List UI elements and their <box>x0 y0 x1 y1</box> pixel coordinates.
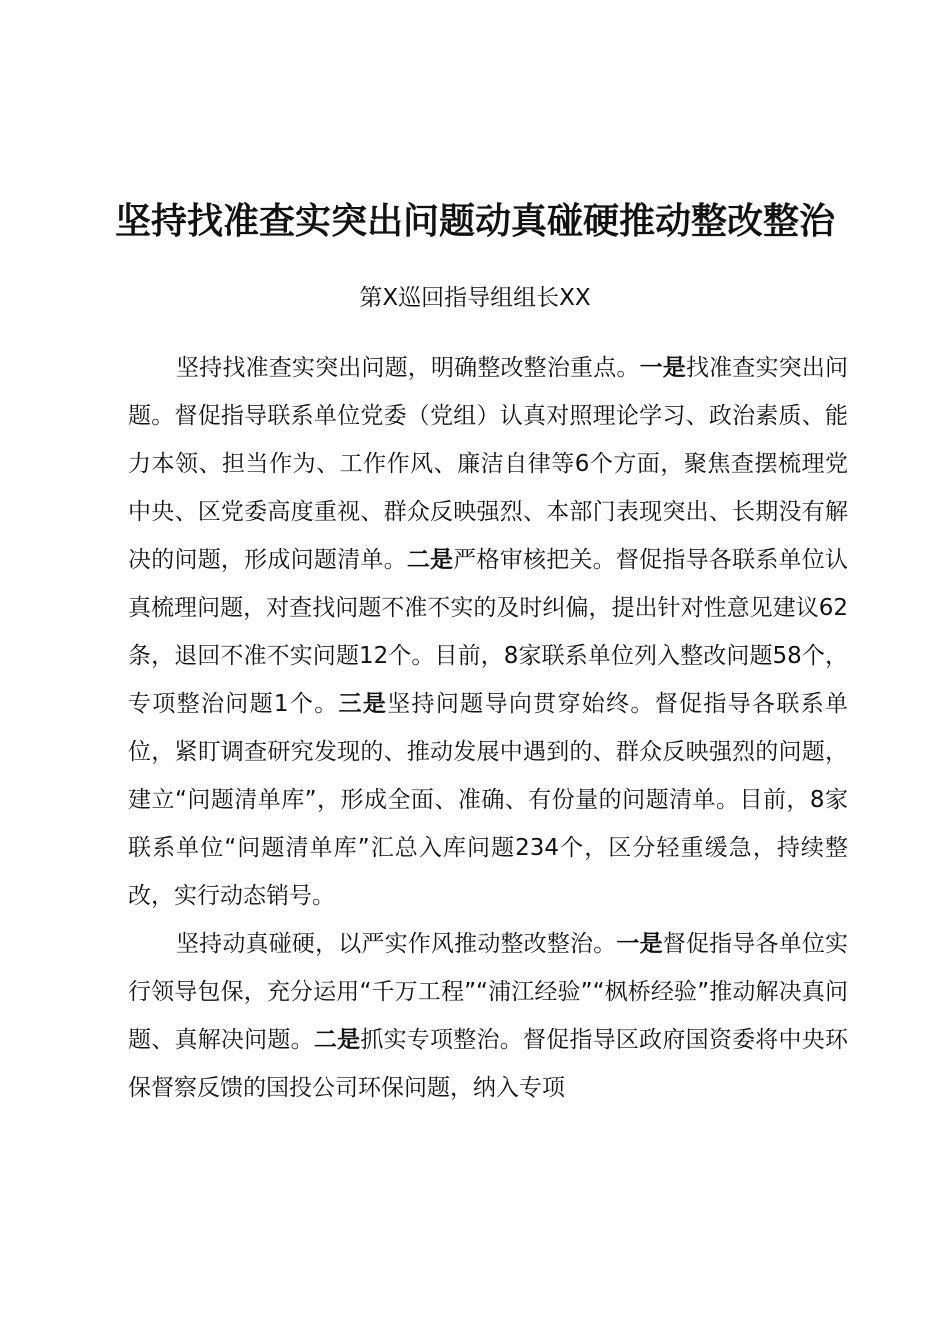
paragraph-1-text: 严格审核把关。督促指导各联系单位认真梳理问题，对查找问题不准不实的及时纠偏，提出针对性意见建议62条，退回不准不实问题12个。目前，8家联系单位列入整改问题58个，专项整治问题1个。 <box>128 547 849 717</box>
paragraph-1-text: 坚持问题导向贯穿始终。督促指导各联系单位，紧盯调查研究发现的、推动发展中遇到的、群众反映强烈的问题，建立“问题清单库”，形成全面、准确、有份量的问题清单。目前，8家联系单位“问题清单库”汇总入库问题234个，区分轻重缓急，持续整改，实行动态销号。 <box>128 691 849 909</box>
paragraph-1-bold-marker: 二是 <box>406 547 454 573</box>
paragraph-1-bold-marker: 一是 <box>639 355 686 381</box>
paragraph-2-bold-marker: 一是 <box>616 931 663 957</box>
author-line: 第X巡回指导组组长XX <box>359 285 591 311</box>
document-title: 坚持找准查实突出问题动真碰硬推动整改整治 <box>114 201 835 242</box>
paragraph-1-bold-marker: 三是 <box>338 691 388 717</box>
paragraph-1-text: 坚持找准查实突出问题，明确整改整治重点。 <box>176 355 640 381</box>
paragraph-2-bold-marker: 二是 <box>313 1027 361 1053</box>
document-body <box>128 344 848 1112</box>
paragraph-2-text: 督促指导各单位实行领导包保，充分运用“千万工程”“浦江经验”“枫桥经验”推动解决真问题、真解决问题。 <box>128 931 849 1053</box>
paragraph-2 <box>128 920 848 1112</box>
paragraph-1-text: 找准查实突出问题。督促指导联系单位党委（党组）认真对照理论学习、政治素质、能力本领、担当作为、工作作风、廉洁自律等6个方面，聚焦查摆梳理党中央、区党委高度重视、群众反映强烈、本部门表现突出、长期没有解决的问题，形成问题清单。 <box>128 355 849 573</box>
paragraph-2-text: 坚持动真碰硬，以严实作风推动整改整治。 <box>176 931 617 957</box>
paragraph-1 <box>128 344 848 920</box>
paragraph-2-text: 抓实专项整治。督促指导区政府国资委将中央环保督察反馈的国投公司环保问题，纳入专项 <box>128 1027 849 1101</box>
